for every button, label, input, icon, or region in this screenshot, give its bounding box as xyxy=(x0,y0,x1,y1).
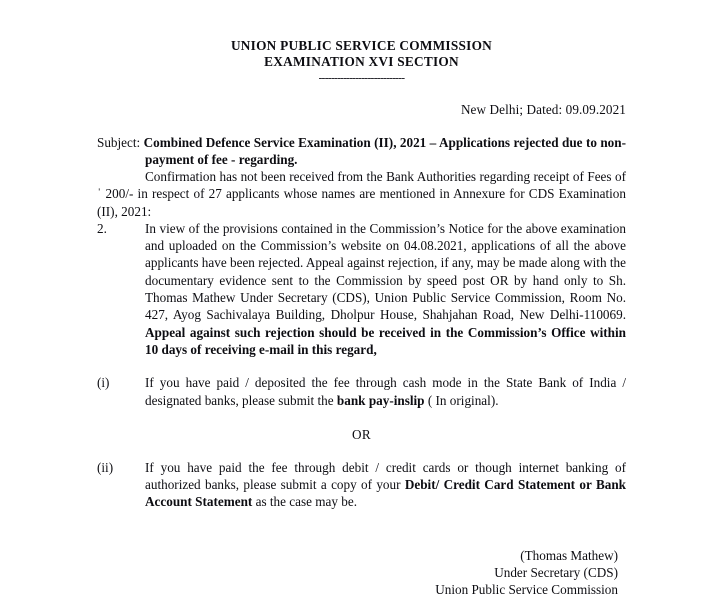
subject-line xyxy=(97,135,626,168)
paragraph-rejection xyxy=(97,220,626,358)
subject-text: Combined Defence Service Examination (II), 2021 – Applications rejected due to non-payment of fee - regarding. xyxy=(143,135,627,167)
paragraph-rejection-bold-text: Appeal against such rejection should be received in the Commission’s Office within 10 days of receiving e-mail in this regard, xyxy=(145,324,626,357)
header-divider-rule: ---------------------------- xyxy=(318,72,405,84)
list-item-marker: (i) xyxy=(97,375,110,391)
or-separator: OR xyxy=(351,426,372,442)
header-line-section: EXAMINATION XVI SECTION xyxy=(264,54,459,69)
list-item-text-before: If you have paid the fee through debit / credit cards or though internet banking of authorized banks, please submit a copy of your xyxy=(145,459,626,493)
signature-block xyxy=(97,547,626,598)
subject-label: Subject: xyxy=(97,135,141,150)
list-item xyxy=(97,459,626,511)
signatory-name: (Thomas Mathew) xyxy=(520,547,618,563)
list-item-text-after: ( In original). xyxy=(424,392,499,408)
signatory-designation: Under Secretary (CDS) xyxy=(494,564,618,580)
paragraph-number: 2. xyxy=(97,220,107,236)
list-item xyxy=(97,374,626,409)
paragraph-rejection-text: In view of the provisions contained in the Commission’s Notice for the above examination and uploaded on the Commission’s website on 04.08.2021, applications of all the above applicants have been rejected. Appeal against rejection, if any, may be made along with the documentary evidence sent to the Commission by speed post OR by hand only to Sh. Thomas Mathew Under Secretary (CDS), Union Public Service Commission, Room No. 427, Ayog Sachivalaya Building, Dholpur House, Shahjahan Road, New Delhi-110069. xyxy=(145,220,626,323)
list-item-text-bold: bank pay-inslip xyxy=(336,392,425,408)
header-line-organisation: UNION PUBLIC SERVICE COMMISSION xyxy=(230,38,493,53)
list-item-text-bold: Debit/ Credit Card Statement or Bank Account Statement xyxy=(145,477,626,510)
list-item-text-after: as the case may be. xyxy=(252,494,358,510)
paragraph-confirmation: Confirmation has not been received from the Bank Authorities regarding receipt of Fees of ˈ 200/- in respect of 27 applicants whose names are mentioned in Annexure for CDS Examination (II), 2021: xyxy=(97,169,626,219)
dateline: New Delhi; Dated: 09.09.2021 xyxy=(460,102,626,117)
signatory-organisation: Union Public Service Commission xyxy=(435,582,618,598)
document-header xyxy=(97,38,626,84)
list-item-text-before: If you have paid / deposited the fee through cash mode in the State Bank of India / designated banks, please submit the xyxy=(145,375,626,408)
list-item-marker: (ii) xyxy=(97,459,114,475)
